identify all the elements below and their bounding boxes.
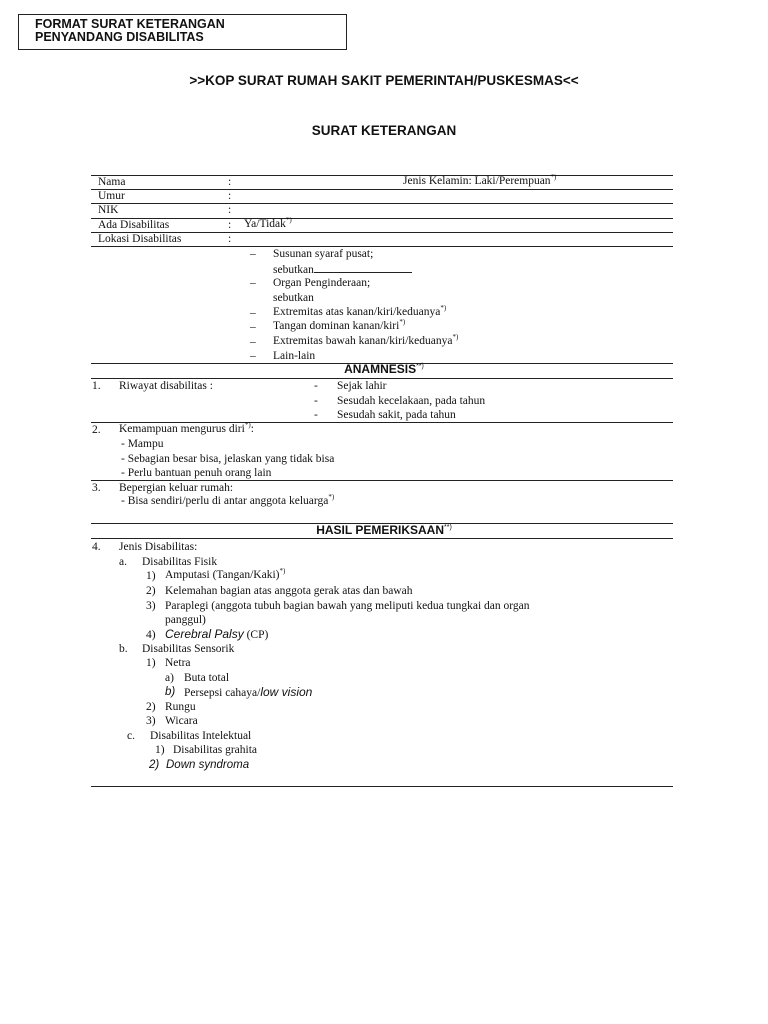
item-number: 2. [92,424,101,436]
divider [91,175,673,176]
fisik-3: Paraplegi (anggota tubuh bagian bawah yang meliputi kedua tungkai dan organ [165,600,530,612]
lokasi-item-2: Organ Penginderaan; [273,277,371,289]
colon: : [228,219,232,231]
kemampuan-3: - Perlu bantuan penuh orang lain [121,467,272,479]
sensorik-2: Rungu [165,701,196,713]
dash: - [314,380,318,392]
format-box-line2: PENYANDANG DISABILITAS [35,30,204,44]
sub-number: 3) [146,600,156,612]
divider [91,246,673,247]
sub-number: 2) [149,759,160,771]
hasil-heading: HASIL PEMERIKSAAN**) [316,523,452,537]
dash: – [250,277,256,289]
item-number: 1. [92,380,101,392]
label-jenis-kelamin: Jenis Kelamin: Laki/Perempuan*) [403,173,557,187]
kemampuan-1: - Mampu [121,438,164,450]
riwayat-label: Riwayat disabilitas : [119,380,213,392]
riwayat-2: Sesudah kecelakaan, pada tahun [337,395,486,407]
fisik-3-cont: panggul) [165,614,206,626]
colon: : [228,233,232,245]
sub-letter: a) [165,672,174,684]
dash: – [250,248,256,260]
jenis-label: Jenis Disabilitas: [119,541,198,553]
lokasi-item-1: Susunan syaraf pusat; [273,248,374,260]
kop-surat: >>KOP SURAT RUMAH SAKIT PEMERINTAH/PUSKESMAS<< [189,73,579,88]
intelektual-label: Disabilitas Intelektual [150,730,252,742]
divider [91,786,673,787]
lokasi-item-5: Extremitas bawah kanan/kiri/keduanya*) [273,333,459,347]
bepergian-label: Bepergian keluar rumah: [119,482,234,494]
dash: – [250,307,256,319]
dash: – [250,350,256,362]
sub-number: 1) [146,570,156,582]
kemampuan-label: Kemampuan mengurus diri*): [119,421,254,435]
riwayat-1: Sejak lahir [337,380,387,392]
dash: – [250,321,256,333]
kemampuan-2: - Sebagian besar bisa, jelaskan yang tidak bisa [121,453,335,465]
fisik-4: Cerebral Palsy (CP) [165,627,269,641]
fisik-label: Disabilitas Fisik [142,556,218,568]
dash: - [314,395,318,407]
sub-letter: c. [127,730,135,742]
sub-number: 2) [146,701,156,713]
document-title: SURAT KETERANGAN [311,123,457,138]
sensorik-1a: Buta total [184,672,230,684]
format-box [18,14,347,50]
lokasi-item-1b: sebutkan [273,262,412,277]
colon: : [228,190,232,202]
sub-letter: b. [119,643,128,655]
lokasi-item-6: Lain-lain [273,350,316,362]
sub-number: 3) [146,715,156,727]
colon: : [228,204,232,216]
sub-number: 4) [146,629,156,641]
label-nama: Nama [98,176,126,188]
item-number: 3. [92,482,101,494]
sub-letter: a. [119,556,127,568]
dash: - [314,409,318,421]
sensorik-label: Disabilitas Sensorik [142,643,235,655]
divider [91,218,673,219]
lokasi-item-3: Extremitas atas kanan/kiri/keduanya*) [273,304,447,318]
fisik-1: Amputasi (Tangan/Kaki)*) [165,567,286,581]
label-umur: Umur [98,190,125,202]
colon: : [228,176,232,188]
intelektual-2: Down syndroma [166,759,250,771]
riwayat-3: Sesudah sakit, pada tahun [337,409,456,421]
anamnesis-heading: ANAMNESIS**) [344,362,424,376]
label-nik: NIK [98,204,119,216]
format-box-line1: FORMAT SURAT KETERANGAN [35,17,225,31]
divider [91,538,673,539]
lokasi-item-4: Tangan dominan kanan/kiri*) [273,318,406,332]
item-number: 4. [92,541,101,553]
lokasi-item-2b: sebutkan [273,292,314,304]
sub-number: 1) [155,744,165,756]
intelektual-1: Disabilitas grahita [173,744,257,756]
label-ada-disabilitas: Ada Disabilitas [98,219,170,231]
ya-tidak: Ya/Tidak*) [244,216,292,230]
sensorik-3: Wicara [165,715,198,727]
sub-number: 2) [146,585,156,597]
bepergian-1: - Bisa sendiri/perlu di antar anggota keluarga*) [121,493,335,507]
divider [91,189,673,190]
fisik-2: Kelemahan bagian atas anggota gerak atas dan bawah [165,585,413,597]
sensorik-1: Netra [165,657,191,669]
divider [91,203,673,204]
sub-letter: b) [165,686,176,698]
sub-number: 1) [146,657,156,669]
dash: – [250,336,256,348]
sensorik-1b: Persepsi cahaya/low vision [184,685,313,699]
label-lokasi-disabilitas: Lokasi Disabilitas [98,233,182,245]
